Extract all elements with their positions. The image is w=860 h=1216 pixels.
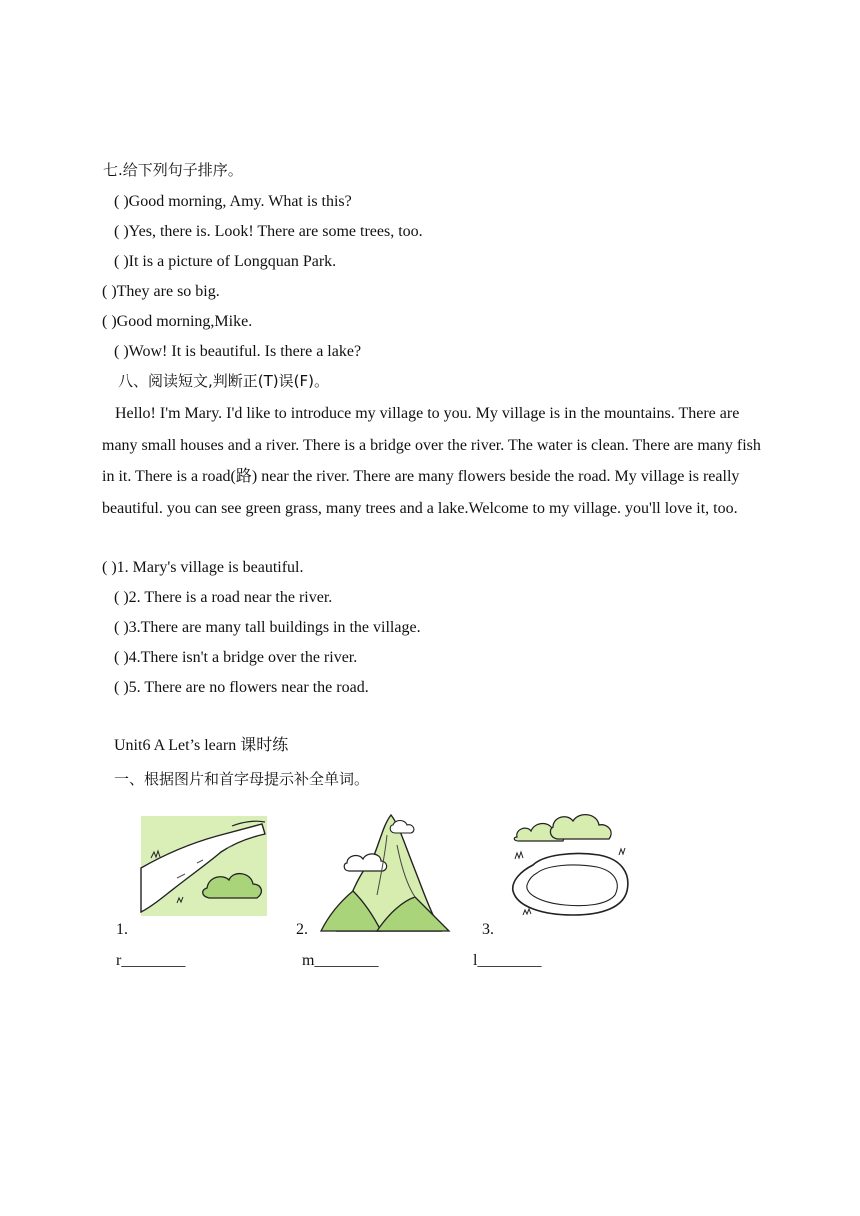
sentence-item: ( )Good morning, Amy. What is this? xyxy=(114,193,352,210)
picture-number: 3. xyxy=(482,921,494,938)
mountain-picture xyxy=(317,805,457,933)
judgement-item: ( )1. Mary's village is beautiful. xyxy=(102,559,304,576)
sentence-item: ( )Wow! It is beautiful. Is there a lake? xyxy=(114,343,362,360)
unit-title: Unit6 A Let’s learn 课时练 xyxy=(114,737,289,754)
reading-passage: Hello! I'm Mary. I'd like to introduce my village to you. My village is in the mountains. There are many small houses and a river. There is a bridge over the river. The water is clean. There are many fish in it. There is a road(路) near the river. There are many flowers beside the road. My village is really beautiful. you can see green grass, many trees and a lake.Welcome to my village. you'll love it, too. xyxy=(102,405,761,517)
picture-number: 1. xyxy=(116,921,128,938)
judgement-item: ( )3.There are many tall buildings in the village. xyxy=(114,619,421,636)
judgement-item: ( )5. There are no flowers near the road. xyxy=(114,679,369,696)
section7-heading: 七.给下列句子排序。 xyxy=(103,161,243,179)
lake-picture xyxy=(503,803,639,935)
judgement-item: ( )2. There is a road near the river. xyxy=(114,589,333,606)
sentence-item: ( )They are so big. xyxy=(102,283,220,300)
sentence-item: ( )Yes, there is. Look! There are some trees, too. xyxy=(114,223,423,240)
sentence-item: ( )It is a picture of Longquan Park. xyxy=(114,253,337,270)
answer-blank-river[interactable]: r________ xyxy=(116,952,186,969)
answer-blank-lake[interactable]: l________ xyxy=(473,952,542,969)
picture-number: 2. xyxy=(296,921,308,938)
river-picture xyxy=(137,808,271,920)
answer-blank-mountain[interactable]: m________ xyxy=(302,952,379,969)
sentence-item: ( )Good morning,Mike. xyxy=(102,313,253,330)
section8-heading: 八、阅读短文,判断正(T)误(F)。 xyxy=(118,372,329,390)
judgement-item: ( )4.There isn't a bridge over the river. xyxy=(114,649,358,666)
unit-instruction: 一、根据图片和首字母提示补全单词。 xyxy=(114,770,370,788)
